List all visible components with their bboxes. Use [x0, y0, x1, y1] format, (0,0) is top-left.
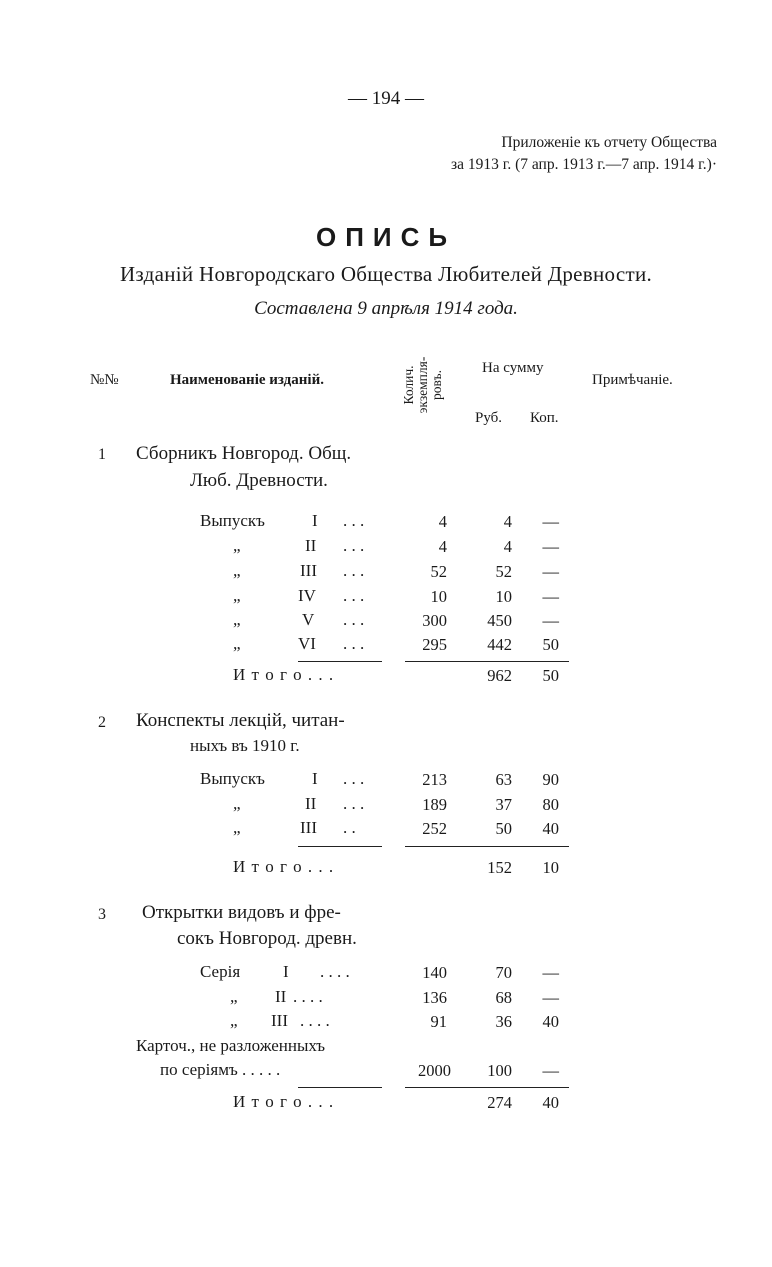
row-label: „ [230, 1011, 238, 1030]
appendix-line-1: Приложеніе къ отчету Общества [501, 134, 717, 151]
row-roman: II [305, 794, 317, 813]
total-label: И т о г о . . . [233, 857, 335, 876]
row-rub: 4 [503, 537, 512, 556]
row-label: „ [233, 536, 241, 555]
row-qty: 52 [430, 562, 447, 581]
row-rub: 10 [495, 587, 512, 606]
row-qty: 4 [438, 512, 447, 531]
row-dots: . . . [343, 561, 365, 580]
section-name-line: Конспекты лекцій, читан- [136, 710, 345, 731]
header-quantity-text: Колич. экземпля-ровъ. [401, 356, 444, 414]
row-qty: 295 [422, 635, 447, 654]
row-label: „ [233, 634, 241, 653]
row-rub: 52 [495, 562, 512, 581]
row-kop: — [542, 963, 559, 982]
row-qty: 300 [422, 611, 447, 630]
row-qty: 136 [422, 988, 447, 1007]
row-label: по серіямъ . . . . . [160, 1060, 281, 1079]
row-dots: . . . [343, 536, 365, 555]
row-kop: — [542, 512, 559, 531]
row-dots: . . . [343, 610, 365, 629]
header-rubles: Руб. [475, 410, 503, 426]
row-roman: I [312, 769, 318, 788]
row-kop: — [542, 988, 559, 1007]
row-kop: — [542, 562, 559, 581]
row-dots: . . . [343, 794, 365, 813]
header-kopecks: Коп. [530, 410, 559, 426]
document-date: Составлена 9 апрѣля 1914 года. [254, 298, 518, 319]
total-rule [405, 1087, 569, 1088]
row-kop: — [542, 611, 559, 630]
row-kop: 50 [542, 635, 559, 654]
row-roman: IV [298, 586, 316, 605]
row-label: Выпускъ [200, 511, 265, 530]
header-sum: На сумму [482, 360, 544, 376]
row-kop: 80 [542, 795, 559, 814]
row-qty: 140 [422, 963, 447, 982]
row-dots: . . . [343, 769, 365, 788]
underline [298, 661, 382, 662]
row-dots: . . . . [300, 1011, 330, 1030]
total-label: И т о г о . . . [233, 1092, 335, 1111]
row-rub: 442 [487, 635, 512, 654]
row-qty: 2000 [418, 1061, 451, 1080]
appendix-line-2: за 1913 г. (7 апр. 1913 г.—7 апр. 1914 г.)· [450, 156, 717, 173]
row-qty: 4 [438, 537, 447, 556]
section-name-line: Сборникъ Новгород. Общ. [136, 443, 352, 464]
row-rub: 100 [487, 1061, 512, 1080]
row-label: „ [233, 586, 241, 605]
row-rub: 50 [495, 819, 512, 838]
row-roman: III [300, 818, 317, 837]
row-dots: . . . [343, 634, 365, 653]
row-kop: 40 [542, 1012, 559, 1031]
row-qty: 213 [422, 770, 447, 789]
total-rule [405, 661, 569, 662]
row-dots: . . [343, 818, 356, 837]
row-qty: 91 [430, 1012, 447, 1031]
row-roman: I [312, 511, 318, 530]
header-note: Примѣчаніе. [592, 372, 673, 388]
total-kop: 10 [542, 858, 559, 877]
row-label: „ [233, 818, 241, 837]
row-label: „ [230, 987, 238, 1006]
document-subtitle: Изданій Новгородскаго Общества Любителей Древности. [119, 262, 653, 286]
document-title: ОПИСЬ [315, 222, 457, 252]
row-roman: II [305, 536, 317, 555]
section-number: 1 [98, 446, 106, 463]
row-qty: 252 [422, 819, 447, 838]
row-rub: 68 [495, 988, 512, 1007]
total-kop: 50 [542, 666, 559, 685]
section-name-line: ныхъ въ 1910 г. [190, 736, 300, 755]
row-label: „ [233, 794, 241, 813]
header-quantity [402, 350, 472, 420]
row-label: „ [233, 610, 241, 629]
row-qty: 10 [430, 587, 447, 606]
row-rub: 450 [487, 611, 512, 630]
section-name-line: сокъ Новгород. древн. [177, 928, 357, 949]
row-dots: . . . [343, 586, 365, 605]
section-name-line: Открытки видовъ и фре- [142, 902, 341, 923]
row-qty: 189 [422, 795, 447, 814]
row-roman: V [302, 610, 315, 629]
row-roman: III [271, 1011, 288, 1030]
row-roman: VI [298, 634, 316, 653]
header-number: №№ [90, 372, 119, 388]
total-kop: 40 [542, 1093, 559, 1112]
row-kop: — [542, 1061, 559, 1080]
row-dots: . . . . [320, 962, 350, 981]
row-label: Карточ., не разложенныхъ [136, 1036, 326, 1055]
row-dots: . . . . [293, 987, 323, 1006]
header-name: Наименованіе изданій. [170, 372, 324, 388]
total-label: И т о г о . . . [233, 665, 335, 684]
row-roman: I [283, 962, 289, 981]
underline [298, 846, 382, 847]
row-rub: 36 [495, 1012, 512, 1031]
row-rub: 63 [495, 770, 512, 789]
row-label: „ [233, 561, 241, 580]
row-dots: . . . [343, 511, 365, 530]
underline [298, 1087, 382, 1088]
row-kop: — [542, 587, 559, 606]
total-rub: 274 [487, 1093, 512, 1112]
row-kop: — [542, 537, 559, 556]
page-number: — 194 — [348, 88, 424, 109]
total-rule [405, 846, 569, 847]
total-rub: 962 [487, 666, 512, 685]
row-kop: 40 [542, 819, 559, 838]
row-rub: 70 [495, 963, 512, 982]
row-kop: 90 [542, 770, 559, 789]
row-roman: III [300, 561, 317, 580]
section-name-line: Люб. Древности. [190, 470, 328, 491]
total-rub: 152 [487, 858, 512, 877]
row-rub: 37 [495, 795, 512, 814]
row-roman: II [275, 987, 287, 1006]
section-number: 3 [98, 906, 106, 923]
row-label: Выпускъ [200, 769, 265, 788]
row-label: Серія [200, 962, 241, 981]
row-rub: 4 [503, 512, 512, 531]
section-number: 2 [98, 714, 106, 731]
